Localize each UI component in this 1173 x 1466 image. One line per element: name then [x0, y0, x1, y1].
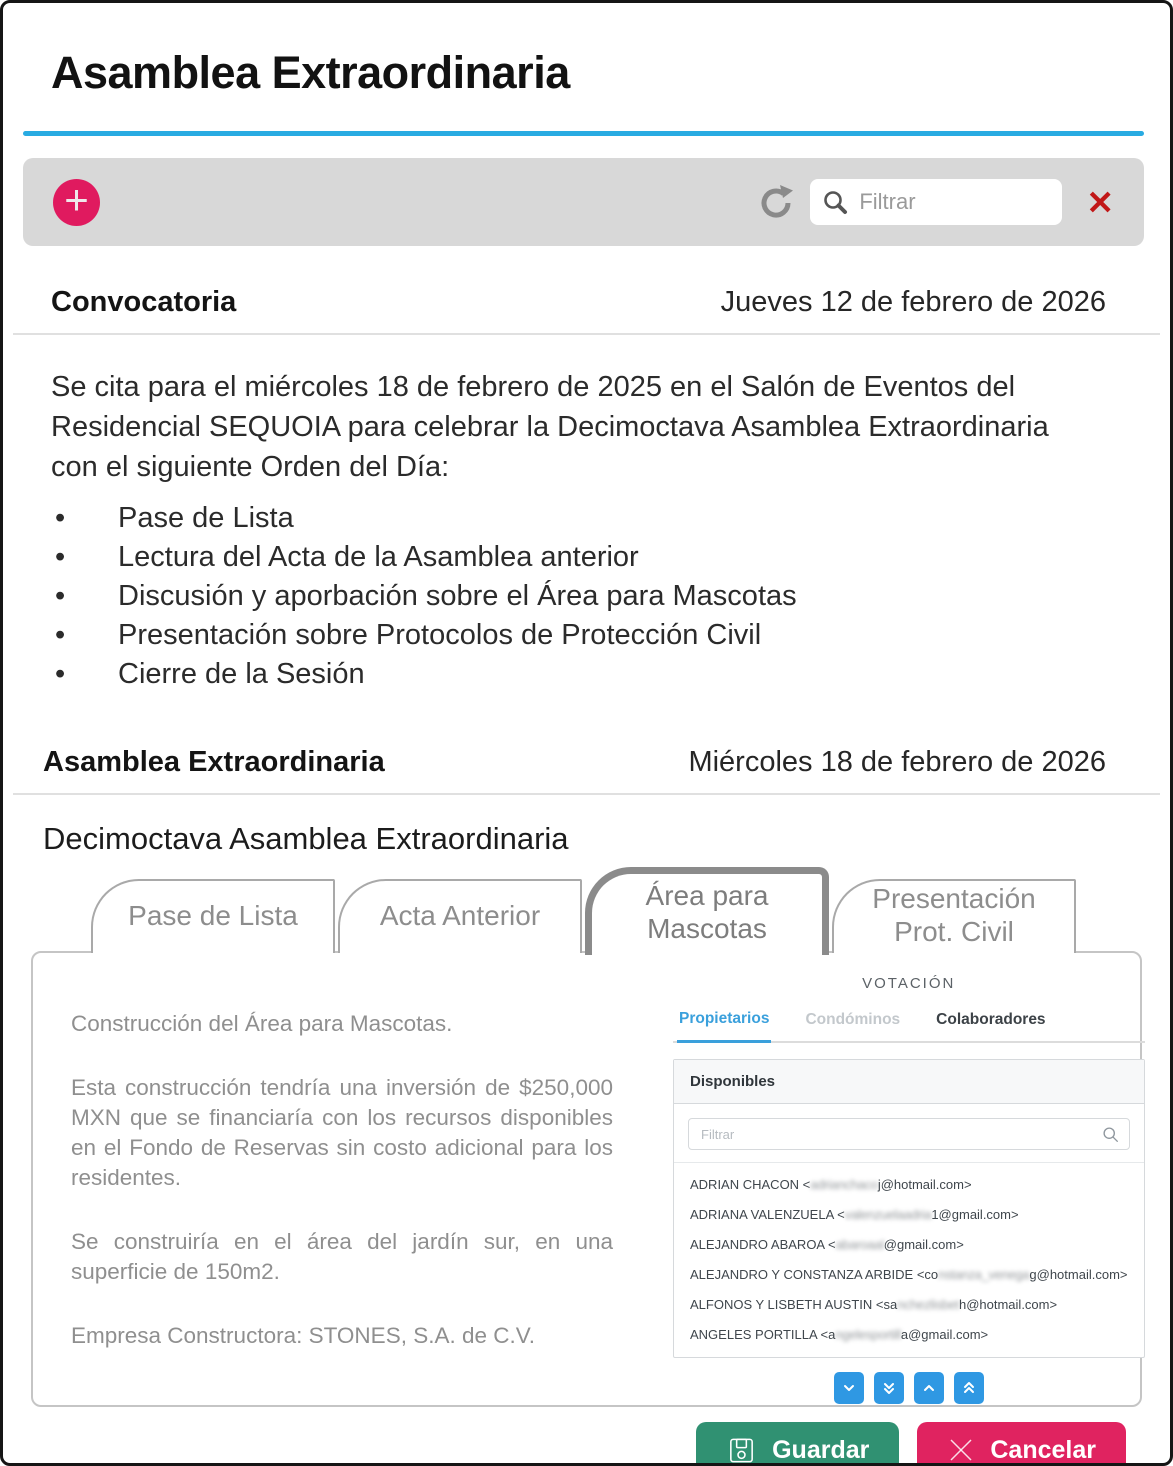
disponibles-filter-wrap [674, 1104, 1144, 1162]
member-email-tail: 1@gmail.com> [931, 1206, 1019, 1222]
disponibles-box [673, 1059, 1145, 1358]
tab-label: Área para Mascotas [645, 879, 769, 944]
move-down-button[interactable] [834, 1372, 864, 1404]
asamblea-title: Asamblea Extraordinaria [43, 746, 385, 778]
cancel-button[interactable] [917, 1422, 1126, 1466]
tab-content-panel [31, 951, 1142, 1407]
chevron-up-icon [921, 1380, 937, 1396]
list-item[interactable] [674, 1229, 1144, 1259]
vot-tab-label: Propietarios [679, 1010, 770, 1027]
agenda-list [3, 499, 1170, 694]
list-item[interactable] [674, 1319, 1144, 1349]
member-email-tail: j@hotmail.com> [877, 1176, 972, 1192]
tab-colaboradores[interactable] [934, 1010, 1047, 1041]
cancel-label: Cancelar [990, 1435, 1096, 1464]
plus-icon: + [64, 176, 89, 223]
member-email-tail: g@hotmail.com> [1029, 1266, 1128, 1282]
agenda-item [3, 499, 1170, 538]
proposal-text [33, 953, 643, 1405]
votacion-title: VOTACIÓN [862, 975, 956, 992]
refresh-icon [756, 182, 796, 222]
member-name: ADRIANA VALENZUELA < [690, 1206, 845, 1222]
convocatoria-date: Jueves 12 de febrero de 2026 [720, 286, 1106, 318]
member-email-redacted: valenzuelaadria [844, 1206, 932, 1222]
agenda-item [3, 538, 1170, 577]
disponibles-header: Disponibles [674, 1060, 1144, 1104]
asamblea-date: Miércoles 18 de febrero de 2026 [688, 746, 1106, 778]
disponibles-filterbox [688, 1118, 1130, 1150]
close-button[interactable] [1080, 185, 1120, 220]
member-name: ALEJANDRO ABAROA < [690, 1236, 836, 1252]
close-icon: ✕ [1086, 183, 1114, 221]
save-button[interactable] [696, 1422, 899, 1466]
refresh-button[interactable] [756, 182, 796, 222]
member-email-tail: a@gmail.com> [900, 1326, 989, 1342]
page-title: Asamblea Extraordinaria [51, 47, 570, 98]
tab-label: Acta Anterior [379, 899, 541, 931]
member-email-tail: @gmail.com> [883, 1236, 964, 1252]
add-button[interactable] [53, 176, 100, 226]
agenda-item [3, 616, 1170, 655]
proposal-paragraph: Empresa Constructora: STONES, S.A. de C.V. [71, 1323, 535, 1348]
search-icon [1102, 1126, 1119, 1143]
tab-pase-de-lista[interactable] [91, 879, 335, 953]
move-all-down-button[interactable] [874, 1372, 904, 1404]
agenda-item-text: Cierre de la Sesión [118, 658, 365, 690]
double-chevron-up-icon [961, 1380, 977, 1396]
agenda-item [3, 577, 1170, 616]
member-email-redacted: nchezlisbet [897, 1296, 959, 1312]
asamblea-header [43, 746, 1106, 779]
convocatoria-header [51, 286, 1106, 319]
toolbar-filter-input[interactable] [857, 188, 1050, 216]
mover-buttons [673, 1372, 1145, 1404]
asamblea-subtitle: Decimoctava Asamblea Extraordinaria [43, 821, 569, 856]
toolbar [23, 158, 1144, 246]
cancel-x-icon [947, 1436, 975, 1464]
tab-acta-anterior[interactable] [338, 879, 582, 953]
list-item[interactable] [674, 1289, 1144, 1319]
votacion-tabs [673, 1010, 1145, 1043]
agenda-item [3, 655, 1170, 694]
tab-propietarios[interactable] [677, 1010, 771, 1043]
footer-actions [3, 1422, 1126, 1466]
member-email-redacted: abaroaal [835, 1236, 884, 1252]
tab-condominos[interactable] [803, 1010, 902, 1041]
move-all-up-button[interactable] [954, 1372, 984, 1404]
proposal-paragraph: Se construiría en el área del jardín sur, en una superficie de 150m2. [71, 1229, 613, 1284]
member-name: ALEJANDRO Y CONSTANZA ARBIDE <co [690, 1266, 939, 1282]
convocatoria-title: Convocatoria [51, 286, 237, 318]
agenda-item-text: Pase de Lista [118, 502, 294, 534]
agenda-item-text: Discusión y aporbación sobre el Área para Mascotas [118, 580, 797, 612]
disponibles-list [674, 1162, 1144, 1357]
member-name: ADRIAN CHACON < [690, 1176, 811, 1192]
vot-tab-label: Colaboradores [936, 1010, 1046, 1028]
divider [13, 333, 1160, 335]
double-chevron-down-icon [881, 1380, 897, 1396]
save-icon [726, 1435, 757, 1466]
tab-label: Presentación Prot. Civil [872, 883, 1036, 947]
member-email-redacted: ngelesportill [835, 1326, 901, 1342]
agenda-item-text: Lectura del Acta de la Asamblea anterior [118, 541, 639, 573]
title-underline [23, 131, 1144, 136]
member-email-tail: h@hotmail.com> [958, 1296, 1058, 1312]
proposal-paragraph: Construcción del Área para Mascotas. [71, 1011, 453, 1036]
assembly-tabs [91, 865, 1170, 953]
toolbar-searchbox [810, 179, 1062, 225]
tab-area-para-mascotas[interactable] [585, 867, 829, 955]
member-name: ANGELES PORTILLA <a [690, 1326, 836, 1342]
disponibles-filter-input[interactable] [699, 1126, 1094, 1143]
save-label: Guardar [772, 1435, 870, 1464]
convocatoria-intro: Se cita para el miércoles 18 de febrero de 2025 en el Salón de Eventos del Residencial SEQUOIA para celebrar la Decimoctava Asamblea Extraordinaria con el siguiente Orden del Día: [51, 371, 1049, 483]
member-name: ALFONOS Y LISBETH AUSTIN <sa [690, 1296, 898, 1312]
agenda-item-text: Presentación sobre Protocolos de Protección Civil [118, 619, 762, 651]
list-item[interactable] [674, 1169, 1144, 1199]
list-item[interactable] [674, 1259, 1144, 1289]
vot-tab-label: Condóminos [805, 1010, 901, 1028]
list-item[interactable] [674, 1199, 1144, 1229]
divider [13, 793, 1160, 795]
move-up-button[interactable] [914, 1372, 944, 1404]
tab-label: Pase de Lista [128, 899, 298, 931]
tab-presentacion-prot-civil[interactable] [832, 879, 1076, 953]
votacion-panel [643, 953, 1167, 1405]
member-email-redacted: adrianchaco [810, 1176, 878, 1192]
proposal-paragraph: Esta construcción tendría una inversión de $250,000 MXN que se financiaría con los recursos disponibles en el Fondo de Reservas sin costo adicional para los residentes. [71, 1075, 613, 1190]
chevron-down-icon [841, 1380, 857, 1396]
member-email-redacted: nstanza_venega [938, 1266, 1030, 1282]
search-icon [822, 189, 848, 215]
